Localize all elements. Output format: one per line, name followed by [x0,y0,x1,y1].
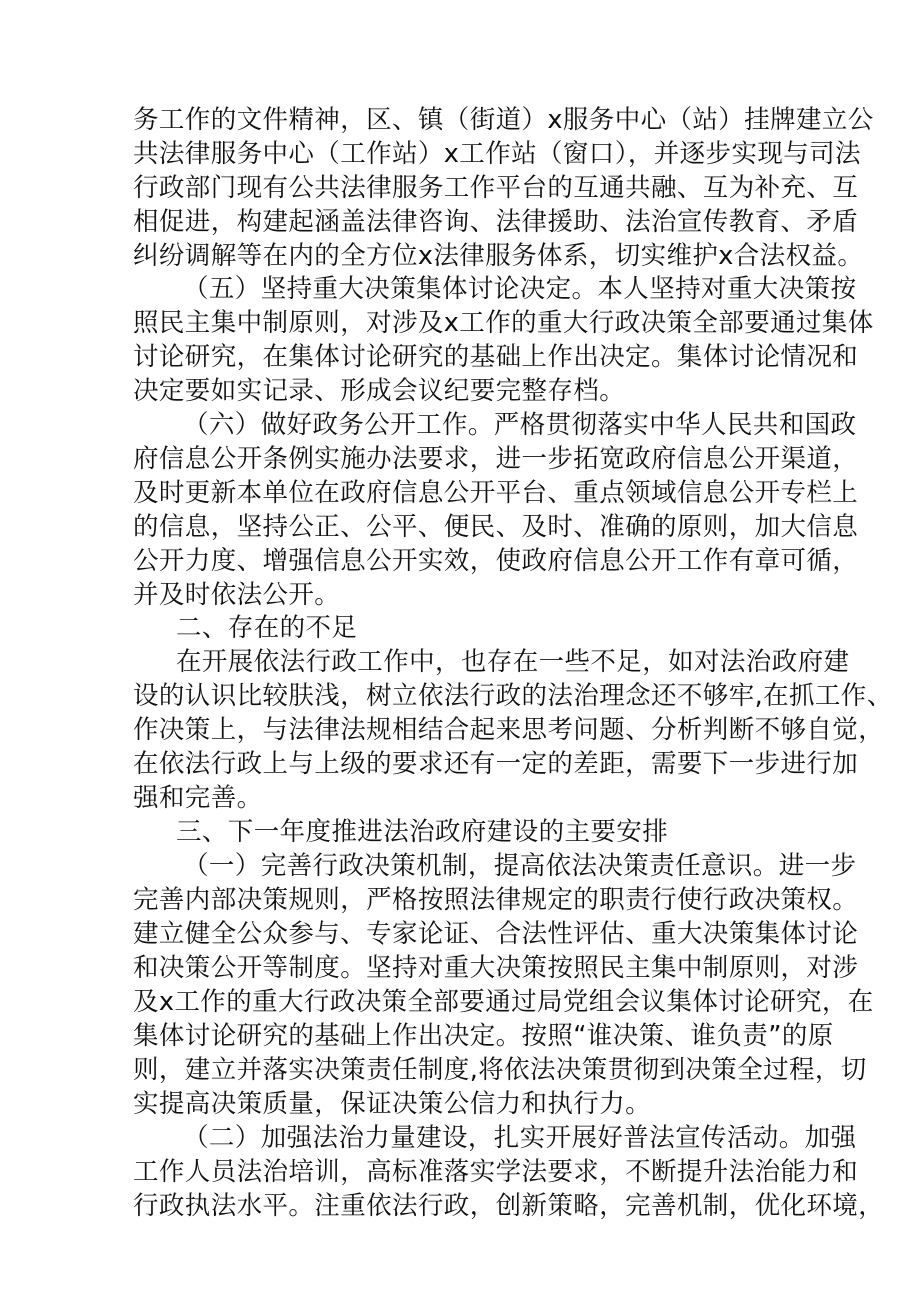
text-line: 设的认识比较肤浅，树立依法行政的法治理念还不够牢,在抓工作、 [133,681,893,711]
text-line: 作决策上，与法律法规相结合起来思考问题、分析判断不够自觉， [133,715,885,745]
text-line: 相促进，构建起涵盖法律咨询、法律援助、法治宣传教育、矛盾 [133,207,859,237]
text-line: 纠纷调解等在内的全方位x法律服务体系，切实维护x合法权益。 [133,241,864,271]
text-line: 则，建立并落实决策责任制度,将依法决策贯彻到决策全过程，切 [133,1055,867,1085]
text-line: 行政部门现有公共法律服务工作平台的互通共融、互为补充、互 [133,173,859,203]
text-line: 及x工作的重大行政决策全部要通过局党组会议集体讨论研究，在 [133,987,874,1017]
text-line: （一）完善行政决策机制，提高依法决策责任意识。进一步 [183,851,857,881]
text-line: 强和完善。 [133,783,263,813]
text-line: 完善内部决策规则，严格按照法律规定的职责行使行政决策权。 [133,885,859,915]
text-line: 讨论研究，在集体讨论研究的基础上作出决定。集体讨论情况和 [133,342,859,372]
text-line: 行政执法水平。注重依法行政，创新策略，完善机制，优化环境， [133,1191,885,1221]
text-line: 实提高决策质量，保证决策公信力和执行力。 [133,1089,652,1119]
text-line: 工作人员法治培训，高标准落实学法要求，不断提升法治能力和 [133,1157,859,1187]
text-line: 及时更新本单位在政府信息公开平台、重点领域信息公开专栏上 [133,478,859,508]
text-line: 和决策公开等制度。坚持对重大决策按照民主集中制原则，对涉 [133,953,859,983]
text-line: 照民主集中制原则，对涉及x工作的重大行政决策全部要通过集体 [133,308,874,338]
text-line: （五）坚持重大决策集体讨论决定。本人坚持对重大决策按 [183,274,857,304]
text-line: （二）加强法治力量建设，扎实开展好普法宣传活动。加强 [183,1123,857,1153]
text-line: 决定要如实记录、形成会议纪要完整存档。 [133,376,626,406]
text-line: 公开力度、增强信息公开实效，使政府信息公开工作有章可循， [133,546,859,576]
section-heading: 二、存在的不足 [176,613,358,643]
section-heading: 三、下一年度推进法治政府建设的主要安排 [176,817,669,847]
text-line: 府信息公开条例实施办法要求，进一步拓宽政府信息公开渠道， [133,444,859,474]
text-line: （六）做好政务公开工作。严格贯彻落实中华人民共和国政 [183,410,857,440]
text-line: 共法律服务中心（工作站）x工作站（窗口），并逐步实现与司法 [133,139,861,169]
text-line: 建立健全公众参与、专家论证、合法性评估、重大决策集体讨论 [133,919,859,949]
text-line: 集体讨论研究的基础上作出决定。按照“谁决策、谁负责”的原 [133,1021,834,1051]
text-line: 在依法行政上与上级的要求还有一定的差距，需要下一步进行加 [133,749,859,779]
text-line: 在开展依法行政工作中，也存在一些不足，如对法治政府建 [176,647,850,677]
text-line: 并及时依法公开。 [133,580,341,610]
text-line: 务工作的文件精神，区、镇（街道）x服务中心（站）挂牌建立公 [133,105,874,135]
text-line: 的信息，坚持公正、公平、便民、及时、准确的原则，加大信息 [133,512,859,542]
